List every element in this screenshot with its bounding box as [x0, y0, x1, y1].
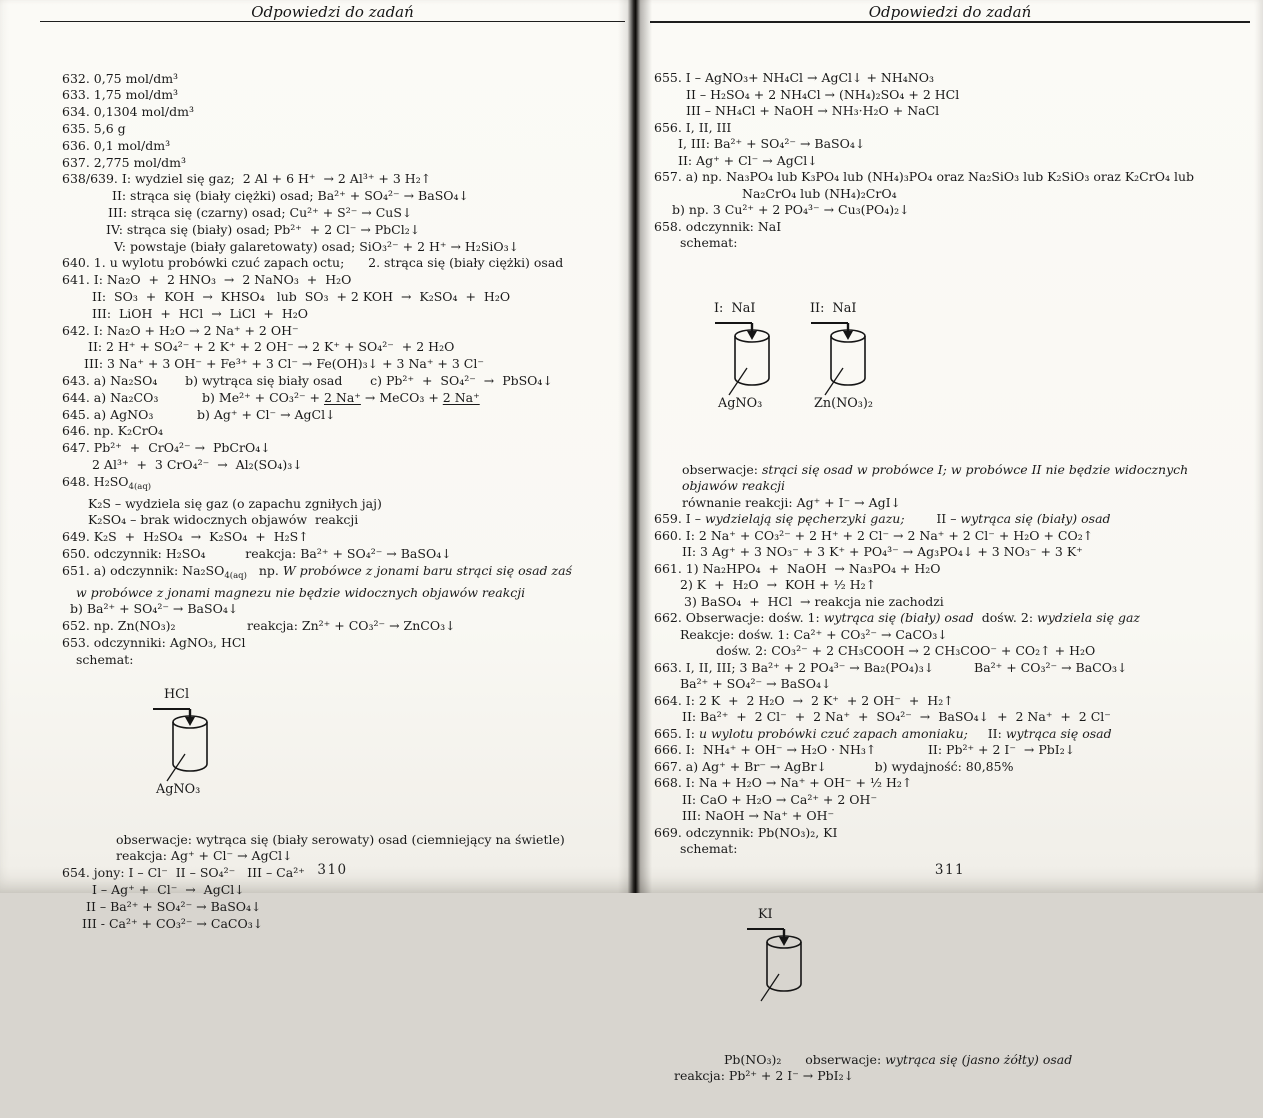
- text-segment: obserwacje:: [682, 461, 762, 477]
- text-segment: 666. I: NH₄⁺ + OH⁻ → H₂O · NH₃↑ II: Pb²⁺ + 2 I⁻ → PbI₂↓: [654, 742, 1076, 757]
- text-segment: II: strąca się (biały ciężki) osad; Ba²⁺ + SO₄²⁻ → BaSO₄↓: [112, 188, 469, 204]
- text-segment: III: 3 Na⁺ + 3 OH⁻ + Fe³⁺ + 3 Cl⁻ → Fe(OH)₃↓ + 3 Na⁺ + 3 Cl⁻: [84, 356, 484, 372]
- left-page: [40, 0, 625, 931]
- text-segment: 661. 1) Na₂HPO₄ + NaOH → Na₃PO₄ + H₂O: [654, 560, 941, 576]
- page-number-right: 311: [934, 862, 966, 878]
- text-segment: 664. I: 2 K + 2 H₂O → 2 K⁺ + 2 OH⁻ + H₂↑: [654, 692, 954, 708]
- text-line: [40, 356, 625, 373]
- text-segment: 646. np. K₂CrO₄: [62, 423, 163, 439]
- text-segment: Reakcje: dośw. 1: Ca²⁺ + CO₃²⁻ → CaCO₃↓: [680, 626, 948, 642]
- answer-lines: [40, 832, 625, 933]
- text-segment: 2 Na⁺: [442, 389, 480, 405]
- text-segment: np.: [246, 562, 283, 578]
- text-segment: wydziela się gaz: [1037, 610, 1141, 625]
- text-line: [40, 457, 625, 474]
- header-rule-right: [650, 21, 1250, 23]
- tube-top-label: I: NaI: [714, 301, 756, 316]
- text-segment: III: LiOH + HCl → LiCl + H₂O: [92, 305, 309, 321]
- text-line: [650, 742, 1250, 759]
- text-segment: b) Ba²⁺ + SO₄²⁻ → BaSO₄↓: [70, 601, 239, 617]
- text-line: [40, 373, 625, 390]
- text-segment: schemat:: [680, 235, 738, 250]
- text-segment: 663. I, II, III; 3 Ba²⁺ + 2 PO₄³⁻ → Ba₂(PO₄)₃↓ Ba²⁺ + CO₃²⁻ → BaCO₃↓: [654, 659, 1128, 675]
- text-segment: 635. 5,6 g: [62, 120, 126, 136]
- text-line: [650, 136, 1250, 153]
- text-line: [650, 120, 1250, 137]
- text-segment: 654. jony: I – Cl⁻ II – SO₄²⁻ III – Ca²⁺: [62, 865, 305, 881]
- text-line: [40, 407, 625, 424]
- text-segment: schemat:: [680, 841, 738, 856]
- text-segment: 645. a) AgNO₃ b) Ag⁺ + Cl⁻ → AgCl↓: [62, 406, 336, 422]
- text-segment: 3) BaSO₄ + HCl → reakcja nie zachodzi: [684, 593, 944, 609]
- text-segment: II: Ag⁺ + Cl⁻ → AgCl↓: [678, 152, 818, 168]
- text-line: [650, 528, 1250, 545]
- tube-bottom-label: AgNO₃: [718, 396, 763, 411]
- text-segment: 2) K + H₂O → KOH + ½ H₂↑: [680, 577, 877, 592]
- answer-lines: [40, 71, 625, 669]
- text-line: [650, 825, 1250, 842]
- text-line: [650, 153, 1250, 170]
- text-line: [40, 188, 625, 205]
- text-line: [40, 652, 625, 669]
- text-segment: 656. I, II, III: [654, 119, 732, 135]
- test-tube-unit-1: [714, 301, 790, 412]
- text-line: [40, 239, 625, 256]
- answer-lines: [650, 70, 1250, 252]
- text-line: [650, 544, 1250, 561]
- text-line: [40, 529, 625, 546]
- text-line: [40, 289, 625, 306]
- text-segment: wytrąca się osad: [1005, 725, 1112, 741]
- text-line: [650, 577, 1250, 594]
- text-line: [40, 618, 625, 635]
- text-line: [40, 601, 625, 618]
- text-segment: II – Ba²⁺ + SO₄²⁻ → BaSO₄↓: [86, 898, 262, 914]
- text-segment: III: NaOH → Na⁺ + OH⁻: [682, 808, 835, 823]
- text-segment: 652. np. Zn(NO₃)₂ reakcja: Zn²⁺ + CO₃²⁻ → ZnCO₃↓: [62, 618, 456, 634]
- text-segment: I – Ag⁺ + Cl⁻ → AgCl↓: [92, 882, 245, 898]
- text-segment: 632. 0,75 mol/dm³: [62, 70, 179, 86]
- right-page-content: [650, 37, 1250, 1118]
- text-segment: 669. odczynnik: Pb(NO₃)₂, KI: [654, 824, 838, 840]
- text-segment: wytrąca się (jasno żółty) osad: [885, 1051, 1073, 1067]
- text-segment: 660. I: 2 Na⁺ + CO₃²⁻ + 2 H⁺ + 2 Cl⁻ → 2 Na⁺ + 2 Cl⁻ + H₂O + CO₂↑: [654, 527, 1094, 543]
- text-line: [40, 635, 625, 652]
- text-line: [650, 169, 1250, 186]
- text-segment: → MeCO₃ +: [360, 389, 443, 405]
- reaction-scheme-653: [152, 687, 625, 798]
- header-rule-left: [40, 21, 625, 22]
- text-segment: reakcja: Ag⁺ + Cl⁻ → AgCl↓: [116, 848, 293, 864]
- text-segment: równanie reakcji: Ag⁺ + I⁻ → AgI↓: [682, 494, 902, 510]
- text-segment: 647. Pb²⁺ + CrO₄²⁻ → PbCrO₄↓: [62, 440, 271, 456]
- text-segment: dośw. 2:: [973, 610, 1038, 625]
- test-tube-icon: [152, 702, 228, 782]
- text-line: [650, 808, 1250, 825]
- text-line: [40, 222, 625, 239]
- text-line: [40, 138, 625, 155]
- test-tube-unit: [746, 907, 822, 1002]
- text-line: [40, 512, 625, 529]
- text-line: [40, 272, 625, 289]
- text-segment: 643. a) Na₂SO₄ b) wytrąca się biały osad c) Pb²⁺ + SO₄²⁻ → PbSO₄↓: [62, 372, 553, 388]
- test-tube-icon: [714, 316, 790, 396]
- tube-top-label: HCl: [164, 687, 190, 703]
- text-segment: W probówce z jonami baru strąci się osad zaś: [282, 562, 572, 578]
- text-segment: strąci się osad w probówce I; w probówce II nie będzie widocznych: [761, 461, 1189, 477]
- text-line: [650, 511, 1250, 528]
- reaction-scheme-658: [714, 301, 1250, 412]
- text-segment: 634. 0,1304 mol/dm³: [62, 104, 194, 120]
- text-line: [40, 323, 625, 340]
- test-tube-unit: [152, 687, 228, 798]
- text-line: [650, 103, 1250, 120]
- text-line: [40, 423, 625, 440]
- tube-top-label: II: NaI: [809, 301, 857, 316]
- tube-bottom-label: AgNO₃: [156, 782, 201, 798]
- text-line: [650, 478, 1250, 495]
- text-segment: 651. a) odczynnik: Na₂SO: [62, 562, 225, 578]
- text-line: [650, 775, 1250, 792]
- text-line: [650, 202, 1250, 219]
- text-segment: II: Ba²⁺ + 2 Cl⁻ + 2 Na⁺ + SO₄²⁻ → BaSO₄↓ + 2 Na⁺ + 2 Cl⁻: [682, 709, 1111, 724]
- tube-top-label: KI: [758, 907, 773, 922]
- text-segment: 667. a) Ag⁺ + Br⁻ → AgBr↓ b) wydajność: 80,85%: [654, 758, 1014, 774]
- text-segment: II: 2 H⁺ + SO₄²⁻ + 2 K⁺ + 2 OH⁻ → 2 K⁺ + SO₄²⁻ + 2 H₂O: [88, 339, 455, 355]
- text-segment: IV: strąca się (biały) osad; Pb²⁺ + 2 Cl⁻ → PbCl₂↓: [106, 221, 421, 237]
- text-segment: I, III: Ba²⁺ + SO₄²⁻ → BaSO₄↓: [678, 136, 866, 151]
- text-line: [40, 496, 625, 513]
- text-segment: wydzielają się pęcherzyki gazu;: [704, 511, 905, 526]
- text-line: [650, 726, 1250, 743]
- text-segment: 2 Na⁺: [323, 389, 361, 405]
- text-segment: II – H₂SO₄ + 2 NH₄Cl → (NH₄)₂SO₄ + 2 HCl: [686, 86, 960, 102]
- text-segment: 636. 0,1 mol/dm³: [62, 137, 171, 153]
- test-tube-icon: [810, 316, 886, 396]
- text-line: [650, 627, 1250, 644]
- text-line: [40, 155, 625, 172]
- text-line: [650, 841, 1250, 858]
- text-line: [40, 121, 625, 138]
- text-segment: 2 Al³⁺ + 3 CrO₄²⁻ → Al₂(SO₄)₃↓: [92, 456, 303, 472]
- text-segment: 648. H₂SO: [62, 473, 129, 489]
- text-line: [650, 676, 1250, 693]
- text-segment: Pb(NO₃)₂ obserwacje:: [724, 1051, 886, 1067]
- text-segment: 4(aq): [224, 570, 247, 581]
- text-line: [40, 916, 625, 933]
- text-segment: II: 3 Ag⁺ + 3 NO₃⁻ + 3 K⁺ + PO₄³⁻ → Ag₃PO₄↓ + 3 NO₃⁻ + 3 K⁺: [682, 544, 1083, 559]
- page-number-left: 310: [317, 862, 348, 878]
- text-segment: obserwacje: wytrąca się (biały serowaty) osad (ciemniejący na świetle): [116, 831, 565, 847]
- text-segment: Ba²⁺ + SO₄²⁻ → BaSO₄↓: [680, 676, 832, 691]
- text-segment: III - Ca²⁺ + CO₃²⁻ → CaCO₃↓: [82, 915, 264, 931]
- text-segment: 659. I –: [654, 511, 705, 526]
- text-line: [40, 563, 625, 585]
- text-segment: 637. 2,775 mol/dm³: [62, 154, 187, 170]
- running-header-left: Odpowiedzi do zadań: [251, 3, 414, 21]
- text-segment: Na₂CrO₄ lub (NH₄)₂CrO₄: [742, 185, 897, 201]
- text-segment: II –: [904, 511, 961, 526]
- text-segment: 638/639. I: wydziel się gaz; 2 Al + 6 H⁺ → 2 Al³⁺ + 3 H₂↑: [62, 171, 432, 187]
- text-line: [650, 759, 1250, 776]
- text-line: [40, 255, 625, 272]
- right-page: [650, 0, 1250, 1083]
- text-line: [650, 709, 1250, 726]
- text-segment: schemat:: [76, 651, 134, 667]
- text-line: [40, 474, 625, 496]
- reaction-scheme-669: [746, 907, 1250, 1002]
- answer-lines: [650, 462, 1250, 858]
- text-line: [40, 390, 625, 407]
- tube-bottom-label: Zn(NO₃)₂: [813, 396, 874, 411]
- text-line: [650, 693, 1250, 710]
- text-segment: 633. 1,75 mol/dm³: [62, 87, 179, 103]
- text-line: [650, 610, 1250, 627]
- text-segment: 658. odczynnik: NaI: [654, 218, 782, 234]
- text-segment: dośw. 2: CO₃²⁻ + 2 CH₃COOH → 2 CH₃COO⁻ + CO₂↑ + H₂O: [716, 643, 1096, 658]
- text-line: [650, 235, 1250, 252]
- text-segment: K₂SO₄ – brak widocznych objawów reakcji: [88, 512, 359, 528]
- text-line: [650, 219, 1250, 236]
- text-line: [40, 104, 625, 121]
- text-segment: K₂S – wydziela się gaz (o zapachu zgniłych jaj): [88, 495, 382, 511]
- text-line: [650, 792, 1250, 809]
- text-segment: III – NH₄Cl + NaOH → NH₃·H₂O + NaCl: [686, 103, 940, 118]
- text-line: [40, 832, 625, 849]
- text-line: [650, 70, 1250, 87]
- text-line: [650, 1068, 1250, 1085]
- text-segment: 642. I: Na₂O + H₂O → 2 Na⁺ + 2 OH⁻: [62, 322, 299, 338]
- text-line: [40, 339, 625, 356]
- text-segment: III: strąca się (czarny) osad; Cu²⁺ + S²⁻ → CuS↓: [108, 204, 413, 220]
- text-line: [650, 1052, 1250, 1069]
- text-segment: II: CaO + H₂O → Ca²⁺ + 2 OH⁻: [682, 791, 878, 807]
- text-line: [40, 71, 625, 88]
- text-segment: u wylotu probówki czuć zapach amoniaku;: [698, 725, 968, 741]
- text-segment: 657. a) np. Na₃PO₄ lub K₃PO₄ lub (NH₄)₃PO₄ oraz Na₂SiO₃ lub K₂SiO₃ oraz K₂CrO₄ lub: [654, 169, 1195, 184]
- text-line: [40, 585, 625, 602]
- text-line: [650, 186, 1250, 203]
- text-segment: 649. K₂S + H₂SO₄ → K₂SO₄ + H₂S↑: [62, 529, 309, 545]
- text-segment: wytrąca się (biały) osad: [823, 610, 974, 625]
- text-segment: 662. Obserwacje: dośw. 1:: [654, 610, 824, 625]
- text-line: [40, 440, 625, 457]
- text-line: [40, 306, 625, 323]
- text-segment: II: SO₃ + KOH → KHSO₄ lub SO₃ + 2 KOH → K₂SO₄ + H₂O: [92, 288, 511, 304]
- text-segment: objawów reakcji: [682, 478, 786, 493]
- book-binding: [618, 0, 652, 893]
- running-header-right: Odpowiedzi do zadań: [868, 3, 1032, 21]
- text-line: [650, 462, 1250, 479]
- text-line: [650, 87, 1250, 104]
- text-segment: wytrąca się (biały) osad: [960, 511, 1111, 526]
- text-line: [650, 495, 1250, 512]
- text-segment: 665. I:: [654, 725, 699, 741]
- text-line: [40, 882, 625, 899]
- text-segment: V: powstaje (biały galaretowaty) osad; SiO₃²⁻ + 2 H⁺ → H₂SiO₃↓: [114, 238, 520, 254]
- text-line: [40, 546, 625, 563]
- text-segment: w probówce z jonami magnezu nie będzie widocznych objawów reakcji: [76, 584, 526, 600]
- text-segment: 640. 1. u wylotu probówki czuć zapach octu; 2. strąca się (biały ciężki) osad: [62, 255, 564, 271]
- text-segment: reakcja: Pb²⁺ + 2 I⁻ → PbI₂↓: [674, 1068, 855, 1083]
- left-page-content: [40, 37, 625, 966]
- text-segment: 641. I: Na₂O + 2 HNO₃ → 2 NaNO₃ + H₂O: [62, 272, 352, 288]
- test-tube-unit-2: [810, 301, 886, 412]
- text-line: [650, 561, 1250, 578]
- text-segment: 653. odczynniki: AgNO₃, HCl: [62, 634, 246, 650]
- text-segment: II:: [967, 725, 1006, 741]
- text-line: [650, 643, 1250, 660]
- text-segment: 650. odczynnik: H₂SO₄ reakcja: Ba²⁺ + SO₄²⁻ → BaSO₄↓: [62, 545, 452, 561]
- test-tube-icon: [746, 922, 822, 1002]
- text-line: [40, 899, 625, 916]
- text-line: [40, 171, 625, 188]
- text-segment: 668. I: Na + H₂O → Na⁺ + OH⁻ + ½ H₂↑: [654, 775, 913, 790]
- text-line: [40, 87, 625, 104]
- text-line: [40, 205, 625, 222]
- text-segment: 4(aq): [128, 481, 152, 492]
- text-segment: 655. I – AgNO₃+ NH₄Cl → AgCl↓ + NH₄NO₃: [654, 70, 934, 85]
- text-segment: b) np. 3 Cu²⁺ + 2 PO₄³⁻ → Cu₃(PO₄)₂↓: [672, 202, 910, 217]
- answer-lines: [650, 1052, 1250, 1085]
- text-segment: 644. a) Na₂CO₃ b) Me²⁺ + CO₃²⁻ +: [62, 389, 324, 405]
- text-line: [650, 594, 1250, 611]
- text-line: [650, 660, 1250, 677]
